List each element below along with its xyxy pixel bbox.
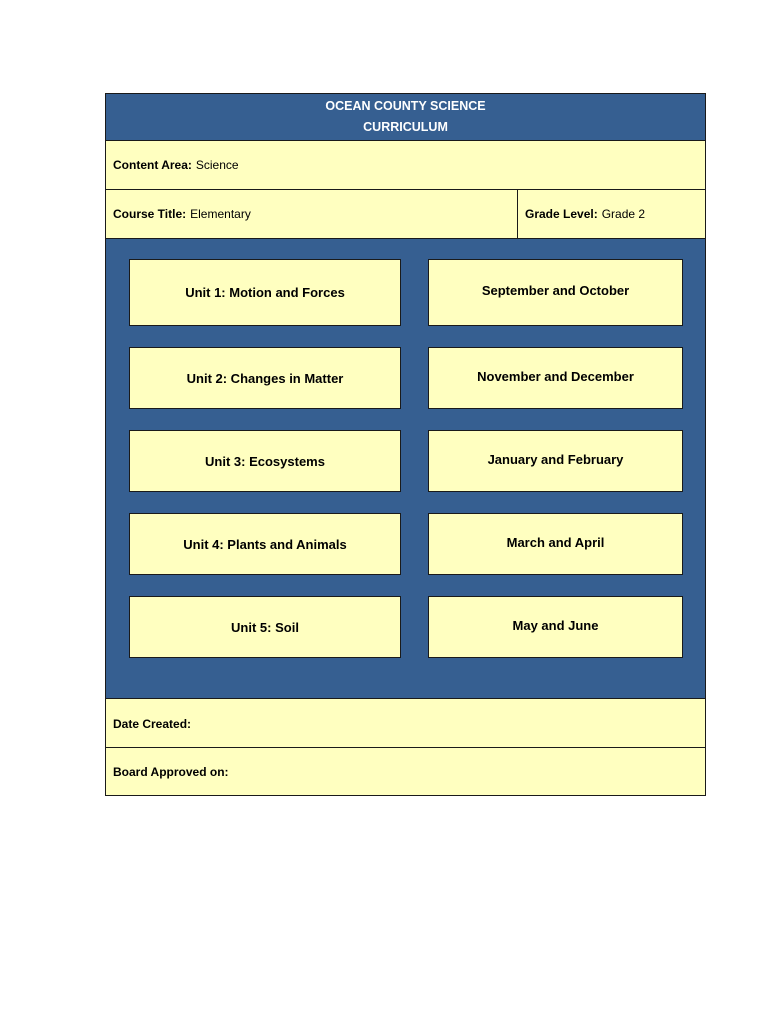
course-title-label: Course Title: [113,207,187,221]
unit-box-1 [129,259,401,326]
unit-months-box-4 [428,513,683,575]
unit-months: May and June [512,617,599,633]
unit-months: January and February [487,451,624,467]
content-area-value: Science [195,158,239,172]
header-title-line-2: CURRICULUM [363,120,448,134]
date-created-label: Date Created: [113,716,192,731]
content-area-cell [106,141,705,189]
unit-box-3 [129,430,401,492]
unit-months-box-5 [428,596,683,658]
unit-months-box-3 [428,430,683,492]
course-title-cell [106,190,517,238]
unit-months-box-2 [428,347,683,409]
unit-months: November and December [477,368,634,384]
board-approved-cell [106,748,705,795]
course-title-value: Elementary [190,207,251,221]
unit-box-4 [129,513,401,575]
unit-box-2 [129,347,401,409]
date-created-row [106,698,705,748]
unit-months: March and April [506,534,605,550]
unit-months: September and October [481,283,630,298]
grade-level-value: Grade 2 [601,207,646,221]
content-area-label: Content Area: [113,158,192,172]
curriculum-sheet [105,93,706,796]
header-title-line-1: OCEAN COUNTY SCIENCE [325,99,486,113]
unit-box-5 [129,596,401,658]
unit-name: Unit 1: Motion and Forces [185,285,345,300]
board-approved-row [106,747,705,795]
date-created-cell [106,699,705,748]
content-area-row [106,140,705,189]
unit-name: Unit 3: Ecosystems [205,453,325,469]
course-title-row [106,189,705,239]
unit-name: Unit 4: Plants and Animals [183,536,347,552]
unit-name: Unit 2: Changes in Matter [186,370,344,386]
grade-level-label: Grade Level: [525,207,598,221]
curriculum-header [106,94,705,140]
unit-name: Unit 5: Soil [231,619,299,635]
grade-level-cell [518,190,705,238]
board-approved-label: Board Approved on: [113,764,229,779]
unit-months-box-1 [428,259,683,326]
